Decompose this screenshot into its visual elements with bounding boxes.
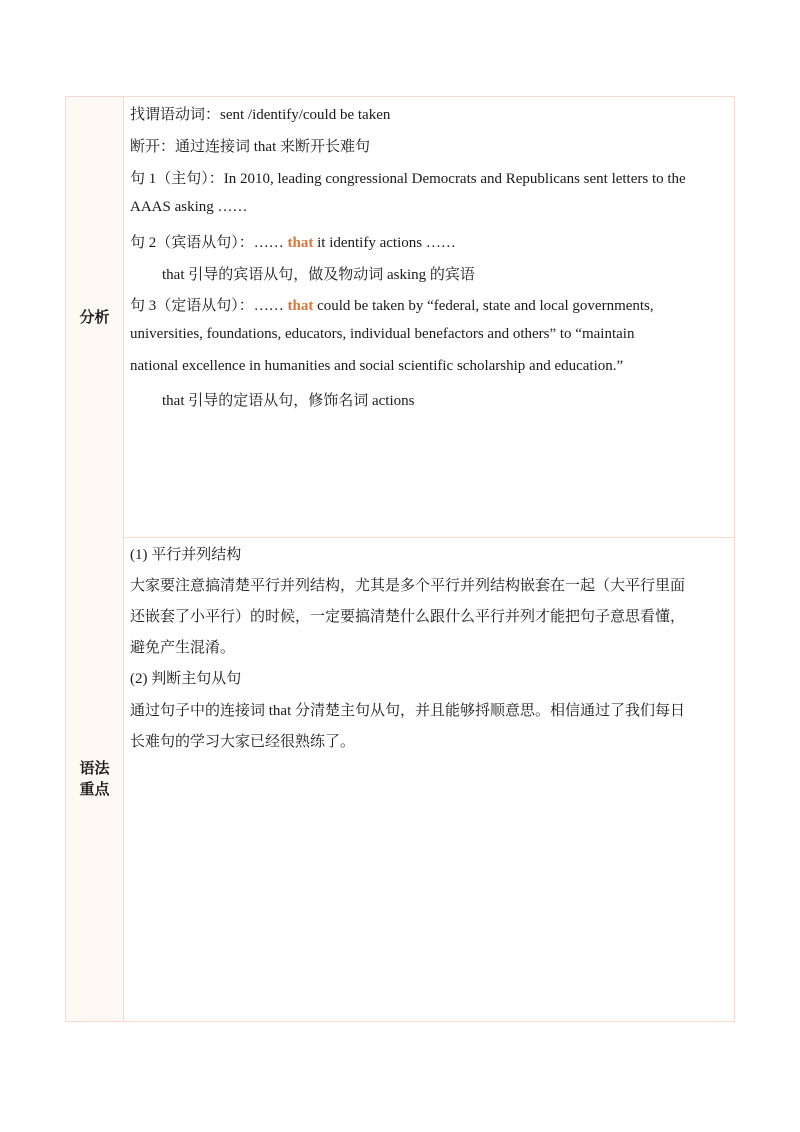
- grammar-label-line1: 语法: [79, 759, 110, 777]
- grammar-row: [66, 537, 734, 1021]
- main-clause-line-cont: AAAS asking ……: [130, 199, 248, 215]
- analysis-label: 分析: [66, 97, 124, 537]
- analysis-content: [130, 97, 728, 537]
- object-clause-note: that 引导的宾语从句，做及物动词 asking 的宾语: [162, 267, 475, 283]
- grammar-point-2-title: (2) 判断主句从句: [130, 671, 242, 687]
- attributive-clause-line-cont: national excellence in humanities and social scientific scholarship and education.”: [130, 358, 624, 374]
- split-line: 断开：通过连接词 that 来断开长难句: [130, 139, 370, 155]
- predicate-line: 找谓语动词：sent /identify/could be taken: [130, 107, 391, 123]
- grammar-point-1-text: 避免产生混淆。: [130, 640, 236, 656]
- grammar-label: [66, 537, 124, 1021]
- main-clause-line: 句 1（主句）：In 2010, leading congressional Democrats and Republicans sent letters to the: [130, 171, 686, 187]
- grammar-point-2-text: 通过句子中的连接词 that 分清楚主句从句，并且能够捋顺意思。相信通过了我们每日: [130, 703, 685, 719]
- highlight-that: that: [287, 298, 314, 314]
- grammar-point-2-text: 长难句的学习大家已经很熟练了。: [130, 734, 356, 750]
- grammar-content: [130, 537, 728, 1021]
- analysis-table: [65, 96, 735, 1022]
- attributive-clause-suffix: could be taken by “federal, state and local governments,: [313, 298, 654, 314]
- highlight-that: that: [287, 235, 314, 251]
- object-clause-prefix: 句 2（宾语从句）：……: [130, 235, 288, 251]
- attributive-clause-line: [130, 294, 654, 315]
- grammar-point-1-title: (1) 平行并列结构: [130, 547, 242, 563]
- attributive-clause-line-cont: universities, foundations, educators, individual benefactors and others” to “maintain: [130, 326, 635, 342]
- object-clause-suffix: it identify actions ……: [313, 235, 456, 251]
- object-clause-line: [130, 231, 456, 252]
- analysis-row: [66, 97, 734, 538]
- attributive-clause-prefix: 句 3（定语从句）：……: [130, 298, 288, 314]
- grammar-label-line2: 重点: [79, 780, 110, 798]
- attributive-clause-note: that 引导的定语从句，修饰名词 actions: [162, 393, 415, 409]
- grammar-point-1-text: 还嵌套了小平行）的时候，一定要搞清楚什么跟什么平行并列才能把句子意思看懂，: [130, 609, 686, 625]
- grammar-point-1-text: 大家要注意搞清楚平行并列结构，尤其是多个平行并列结构嵌套在一起（大平行里面: [130, 578, 686, 594]
